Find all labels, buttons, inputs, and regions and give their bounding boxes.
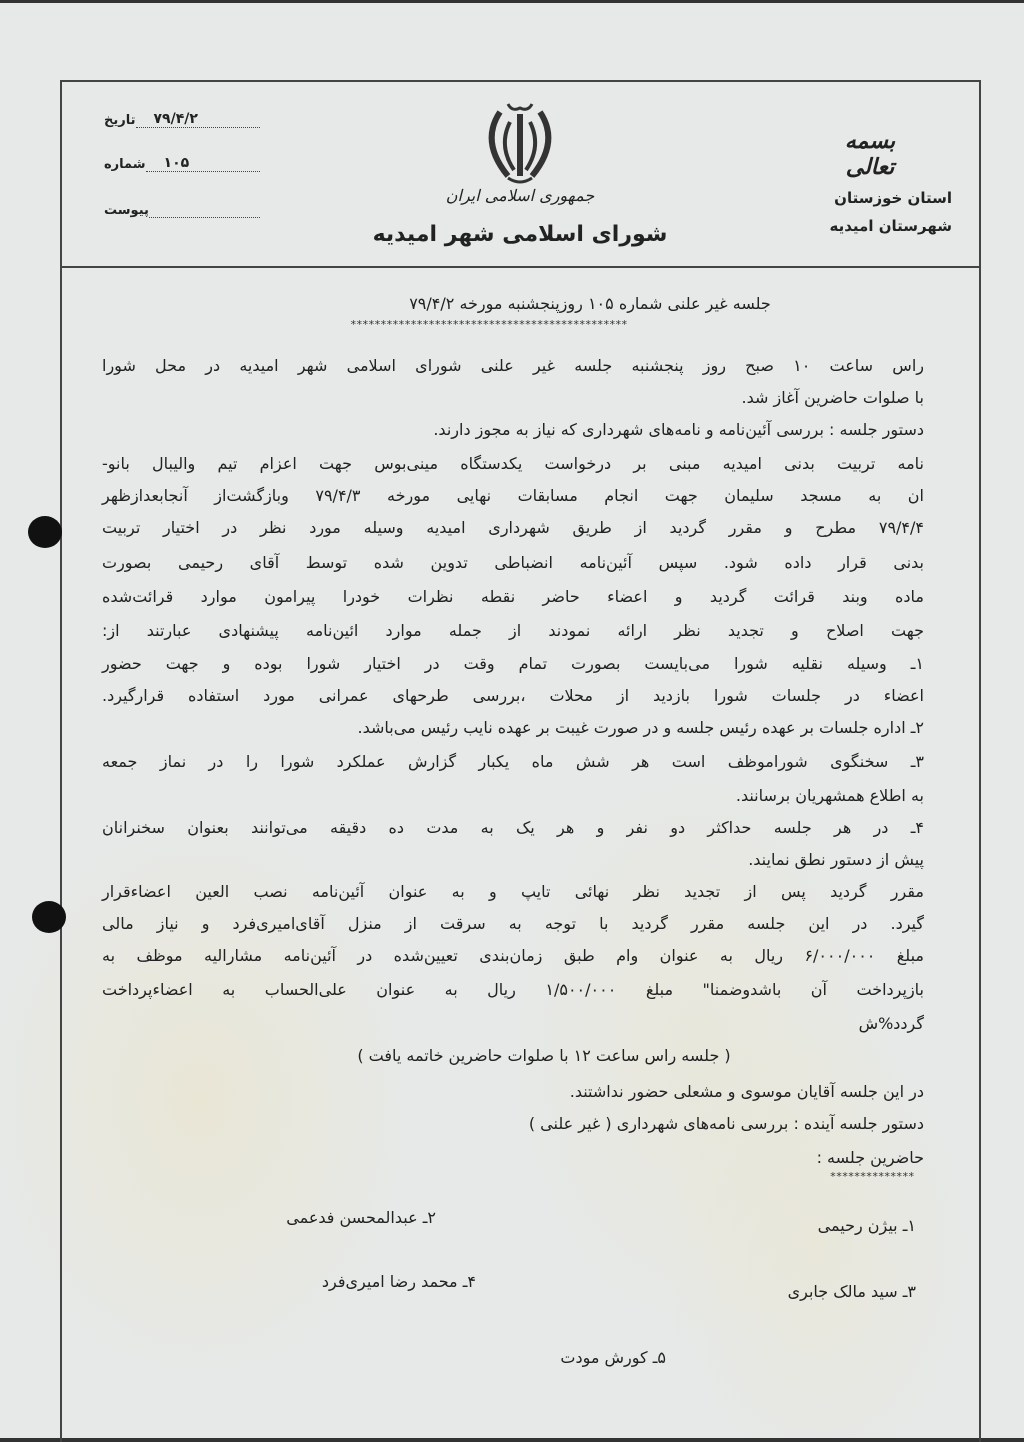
emblem-caption: جمهوری اسلامی ایران <box>445 186 595 205</box>
body-line: جهت اصلاح و تجدید نظر ارائه نمودند از جمله موارد ائین‌نامه پیشنهادی عبارتند از: <box>102 621 924 640</box>
attendee-5: ۵ـ کورش مودت <box>560 1348 666 1367</box>
body-line: بازپرداخت آن باشدوضمنا" مبلغ ۱/۵۰۰/۰۰۰ ریال به عنوان علی‌الحساب به اعضاءپرداخت <box>102 980 925 999</box>
scan-edge-bottom <box>0 1438 1024 1442</box>
body-line: گردد%ش <box>858 1014 924 1033</box>
frame-border-left <box>60 80 62 1442</box>
attendee-1: ۱ـ بیژن رحیمی <box>817 1216 916 1235</box>
body-line: ۱ـ وسیله نقلیه شورا می‌بایست بصورت تمام وقت در اختیار شورا بوده و جهت حضور <box>102 654 924 673</box>
body-line: مبلغ ۶/۰۰۰/۰۰۰ ریال به عنوان وام طبق زمان‌بندی تعیین‌شده در آئین‌نامه مشارالیه موظف به <box>102 946 925 965</box>
body-line: به اطلاع همشهریان برسانند. <box>735 786 924 805</box>
county-name: شهرستان امیدیه <box>829 217 952 235</box>
body-line: ۷۹/۴/۴ مطرح و مقرر گردید از طریق شهرداری امیدیه وسیله مورد نظر در اختیار تربیت <box>102 518 924 537</box>
body-line: دستور جلسه : بررسی آئین‌نامه و نامه‌های شهرداری که نیاز به مجوز دارند. <box>433 420 924 439</box>
body-line: ماده وبند قرائت گردید و اعضاء حاضر نقطه نظرات خودرا پیرامون موارد قرائت‌شده <box>102 587 924 606</box>
attachment-value <box>149 217 260 218</box>
attendee-3: ۳ـ سید مالک جابری <box>787 1282 916 1301</box>
attachment-field <box>100 196 260 218</box>
body-line: اعضاء در جلسات شورا بازدید از محلات ،بررسی طرحهای عمرانی مورد استفاده قرارگیرد. <box>102 686 924 705</box>
bismillah: بسمه تعالی <box>844 128 896 180</box>
frame-border-top <box>62 80 980 82</box>
next-agenda: دستور جلسه آینده : بررسی نامه‌های شهرداری ( غیر علنی ) <box>528 1114 924 1133</box>
body-line: بدنی قرار داده شود. سپس آئین‌نامه انضباطی تدوین شده توسط آقای رحیمی بصورت <box>102 553 924 572</box>
attachment-label: پیوست <box>104 203 149 218</box>
date-value: ۷۹/۴/۲ <box>136 111 261 128</box>
body-line: با صلوات حاضرین آغاز شد. <box>741 388 924 407</box>
province-name: استان خوزستان <box>834 189 952 207</box>
punch-hole-bottom <box>32 901 66 933</box>
number-field <box>100 150 260 172</box>
body-line: ۴ـ در هر جلسه حداکثر دو نفر و هر یک به مدت ده دقیقه می‌توانند بعنوان سخنرانان <box>102 818 924 837</box>
body-line: ۳ـ سخنگوی شوراموظف است هر شش ماه یکبار گزارش عملکرد شورا را در نماز جمعه <box>102 752 924 771</box>
title-underline: ********************************************** <box>350 318 628 331</box>
attendees-heading: حاضرین جلسه : <box>816 1148 924 1167</box>
date-label: تاریخ <box>104 113 136 128</box>
absence-note: در این جلسه آقایان موسوی و مشعلی حضور نداشتند. <box>569 1082 924 1101</box>
council-name: شورای اسلامی شهر امیدیه <box>372 222 668 247</box>
body-line: گیرد. در این جلسه مقرر گردید با توجه به سرقت از منزل آقای‌امیری‌فرد و نیاز مالی <box>102 914 924 933</box>
frame-border-right <box>979 80 981 1442</box>
header-divider <box>62 266 980 268</box>
attendee-2: ۲ـ عبدالمحسن فدعمی <box>286 1208 436 1227</box>
province-block <box>800 184 952 240</box>
body-line: ان به مسجد سلیمان جهت انجام مسابقات نهایی مورخه ۷۹/۴/۳ وبازگشت‌از آنجابعدازظهر <box>102 486 924 505</box>
date-field <box>100 106 260 128</box>
closing-note: ( جلسه راس ساعت ۱۲ با صلوات حاضرین خاتمه یافت ) <box>357 1046 731 1065</box>
body-line: پیش از دستور نطق نمایند. <box>748 850 924 869</box>
number-value: ۱۰۵ <box>146 155 260 172</box>
scan-edge-top <box>0 0 1024 3</box>
body-line: راس ساعت ۱۰ صبح روز پنجشنبه جلسه غیر علنی شورای اسلامی شهر امیدیه در محل شورا <box>102 356 924 375</box>
number-label: شماره <box>104 157 146 172</box>
iran-emblem-icon <box>478 98 562 190</box>
body-line: ۲ـ اداره جلسات بر عهده رئیس جلسه و در صورت غیبت بر عهده نایب رئیس می‌باشد. <box>357 718 924 737</box>
attendee-4: ۴ـ محمد رضا امیری‌فرد <box>321 1272 476 1291</box>
punch-hole-top <box>28 516 62 548</box>
attendees-underline: ************** <box>829 1170 914 1183</box>
meeting-title: جلسه غیر علنی شماره ۱۰۵ روزپنجشنبه مورخه ۷۹/۴/۲ <box>409 294 771 313</box>
body-line: مقرر گردید پس از تجدید نظر نهائی تایپ و به عنوان آئین‌نامه نصب العین اعضاءقرار <box>102 882 924 901</box>
body-line: نامه تربیت بدنی امیدیه مبنی بر درخواست یکدستگاه مینی‌بوس جهت اعزام تیم والیبال بانو- <box>102 454 924 473</box>
